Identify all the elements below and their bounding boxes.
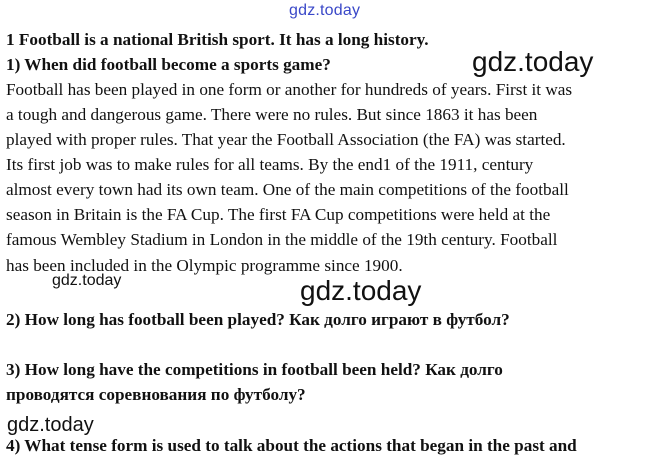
paragraph-line-1: Football has been played in one form or another for hundreds of years. First it was bbox=[6, 80, 573, 99]
heading: 1 Football is a national British sport. It has a long history. bbox=[6, 30, 429, 49]
paragraph-line-8: has been included in the Olympic programme since 1900. bbox=[6, 256, 403, 275]
watermark-bottom-left: gdz.today bbox=[7, 414, 94, 436]
question-2: 2) How long has football been played? Как долго играют в футбол? bbox=[6, 310, 510, 329]
watermark-right: gdz.today bbox=[472, 46, 594, 77]
paragraph-line-2: a tough and dangerous game. There were no rules. But since 1863 it has been bbox=[6, 105, 538, 124]
question-4: 4) What tense form is used to talk about the actions that began in the past and bbox=[6, 436, 577, 455]
paragraph-line-4: Its first job was to make rules for all teams. By the end1 of the 1911, century bbox=[6, 155, 534, 174]
paragraph-line-6: season in Britain is the FA Cup. The first FA Cup competitions were held at the bbox=[6, 205, 551, 224]
watermark-left-small: gdz.today bbox=[52, 272, 122, 289]
paragraph-line-3: played with proper rules. That year the Football Association (the FA) was started. bbox=[6, 130, 566, 149]
question-3-line-1: 3) How long have the competitions in football been held? Как долго bbox=[6, 360, 503, 379]
question-1: 1) When did football become a sports game? bbox=[6, 55, 331, 74]
watermark-center: gdz.today bbox=[300, 275, 422, 306]
question-3-line-2: проводятся соревнования по футболу? bbox=[6, 385, 306, 404]
paragraph-line-7: famous Wembley Stadium in London in the middle of the 19th century. Football bbox=[6, 230, 558, 249]
paragraph-line-5: almost every town had its own team. One of the main competitions of the football bbox=[6, 180, 569, 199]
watermark-top: gdz.today bbox=[289, 2, 361, 19]
